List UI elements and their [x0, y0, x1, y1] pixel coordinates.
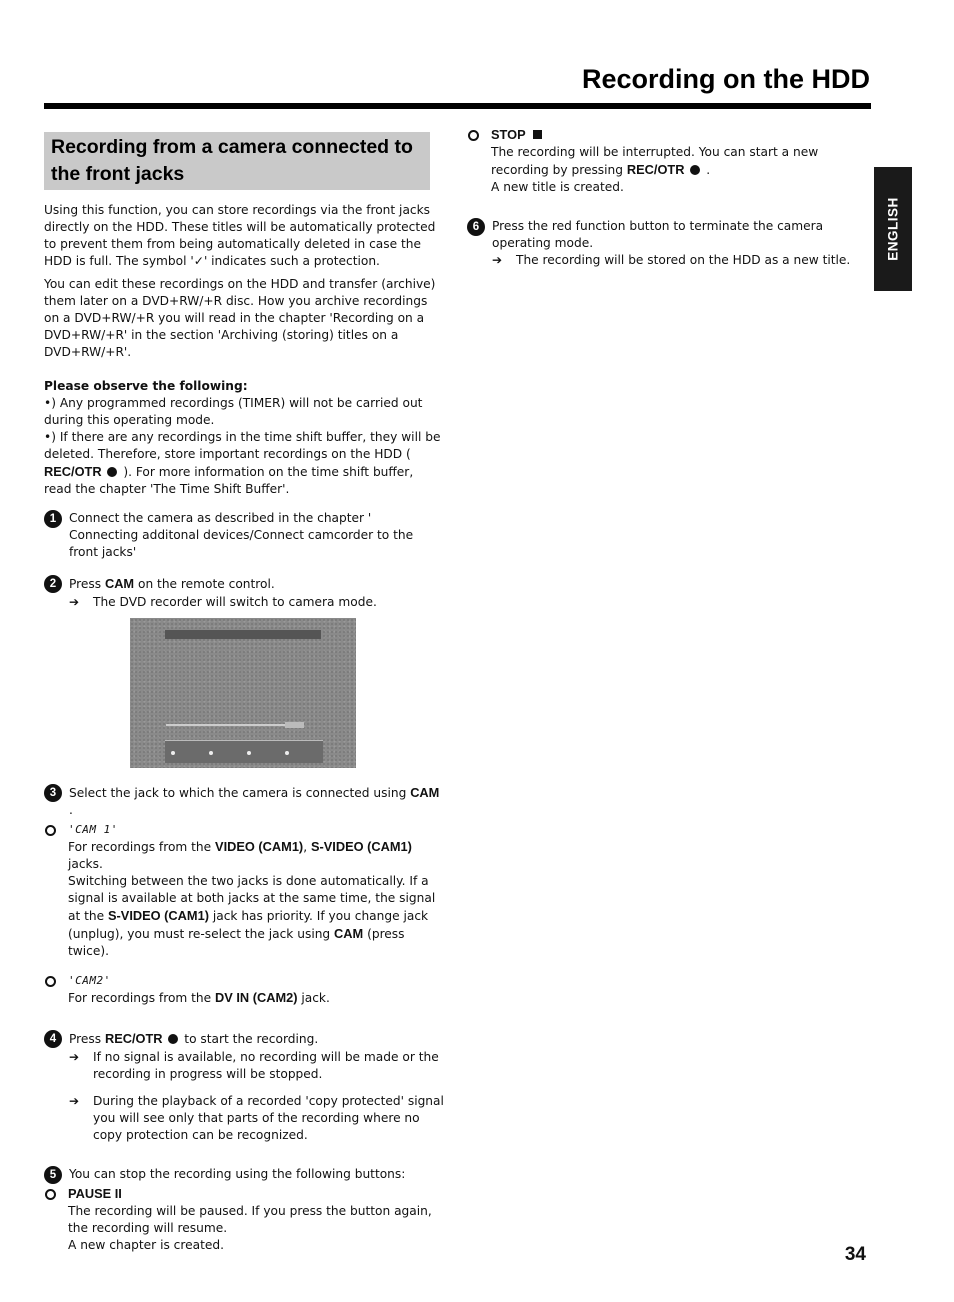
rec-otr-key: REC/OTR — [104, 1031, 163, 1046]
stop-text — [491, 144, 862, 179]
step-4-number: 4 — [44, 1030, 62, 1048]
intro-paragraph-1: Using this function, you can store recordings via the front jacks directly on the HDD. These titles will be automatically protected to prevent them from being automatically deleted in case the HDD is full. The symbol '✓' indicates such a protection. — [44, 203, 436, 268]
opt1-note-mid: jack has priority. If you change jack (unplug), you must re-select the jack using — [68, 909, 429, 941]
record-dot-icon — [690, 165, 700, 175]
step-4-result-2-text: During the playback of a recorded 'copy protected' signal you will see only that parts of the recording where no copy protection can be recognized. — [93, 1094, 444, 1142]
step-3-number: 3 — [44, 784, 62, 802]
step-2-pre: Press — [69, 577, 102, 591]
step-4-pre: Press — [69, 1032, 102, 1046]
language-tab — [874, 167, 912, 291]
step-6-text: Press the red function button to terminate the camera operating mode. — [492, 219, 824, 250]
rec-otr-key: REC/OTR — [626, 162, 685, 177]
record-dot-icon — [107, 467, 117, 477]
video-cam1-key: VIDEO (CAM1) — [215, 839, 304, 854]
step-2-result-text: The DVD recorder will switch to camera mode. — [93, 595, 377, 609]
observe-item-2-text: •) If there are any recordings in the time shift buffer, they will be deleted. Therefore, store important recordings on the HDD ( — [44, 430, 441, 461]
section-heading: Recording from a camera connected to the front jacks — [44, 132, 430, 190]
cam-key: CAM — [334, 926, 364, 941]
cam1-display: 'CAM 1' — [68, 823, 118, 836]
opt2-pre: For recordings from the — [68, 991, 212, 1005]
opt1-note-post: (press twice). — [68, 927, 405, 958]
osd-marker — [171, 751, 175, 755]
opt1-mid: , — [303, 840, 308, 854]
pause-text-2: A new chapter is created. — [68, 1238, 224, 1252]
arrow-icon: ➔ — [69, 1050, 80, 1064]
osd-marker — [285, 751, 289, 755]
bullet-icon — [45, 976, 56, 987]
step-4-result-1-text: If no signal is available, no recording will be made or the recording in progress will be stopped. — [93, 1050, 439, 1081]
step-6-number: 6 — [467, 218, 485, 236]
pause-key: PAUSE II — [68, 1186, 122, 1201]
page-title: Recording on the HDD — [582, 64, 870, 94]
s-video-cam1-key: S-VIDEO (CAM1) — [108, 908, 209, 923]
option-cam2-text — [68, 989, 444, 1007]
s-video-cam1-key: S-VIDEO (CAM1) — [310, 839, 412, 854]
osd-progress-bar — [166, 724, 302, 726]
arrow-icon: ➔ — [69, 595, 80, 609]
step-6 — [467, 218, 862, 269]
osd-menu-bar — [165, 740, 323, 763]
osd-marker — [209, 751, 213, 755]
stop-key: STOP — [491, 127, 526, 142]
stop-text-2: A new title is created. — [491, 180, 624, 194]
opt1-post: jacks. — [68, 857, 103, 871]
step-4 — [44, 1030, 444, 1144]
observe-item-2 — [44, 429, 444, 498]
step-5-text: You can stop the recording using the following buttons: — [69, 1167, 406, 1181]
osd-status-bar — [165, 630, 321, 639]
step-1-number: 1 — [44, 510, 62, 528]
step-2-text — [69, 575, 444, 593]
step-1-text: Connect the camera as described in the chapter ' Connecting additonal devices/Connect camcorder to the front jacks' — [69, 511, 414, 559]
step-3-pre: Select the jack to which the camera is connected using — [69, 786, 407, 800]
rec-otr-key: REC/OTR — [44, 464, 102, 479]
osd-marker — [247, 751, 251, 755]
option-pause — [44, 1185, 444, 1254]
option-cam1 — [44, 821, 444, 960]
cam-key: CAM — [410, 785, 440, 800]
camera-mode-screenshot — [130, 618, 356, 768]
step-2-post: on the remote control. — [137, 577, 275, 591]
step-2-result — [69, 594, 444, 611]
bullet-icon — [45, 1189, 56, 1200]
option-cam1-text — [68, 838, 444, 873]
step-4-result-1 — [69, 1049, 444, 1083]
osd-progress-end — [285, 722, 304, 728]
step-6-result — [492, 252, 862, 269]
opt2-post: jack. — [301, 991, 330, 1005]
step-2-number: 2 — [44, 575, 62, 593]
language-tab-label: ENGLISH — [885, 197, 901, 261]
observe-heading: Please observe the following: — [44, 379, 248, 393]
step-6-result-text: The recording will be stored on the HDD as a new title. — [516, 253, 851, 267]
step-5-number: 5 — [44, 1166, 62, 1184]
option-stop — [467, 126, 862, 196]
stop-text-post: . — [706, 163, 711, 177]
step-3-post: . — [69, 803, 73, 817]
stop-text-pre: The recording will be interrupted. You can start a new recording by pressing — [491, 145, 819, 177]
right-column — [467, 126, 862, 269]
title-rule — [44, 103, 871, 109]
dv-in-cam2-key: DV IN (CAM2) — [215, 990, 298, 1005]
step-2 — [44, 575, 444, 611]
opt1-pre: For recordings from the — [68, 840, 212, 854]
step-4-text — [69, 1030, 444, 1048]
step-5 — [44, 1166, 444, 1183]
step-3-text — [69, 784, 444, 819]
step-3 — [44, 784, 444, 819]
option-cam1-note — [68, 873, 444, 960]
step-1 — [44, 510, 444, 561]
left-column — [44, 202, 444, 1254]
stop-square-icon — [533, 130, 542, 139]
intro-paragraph-2: You can edit these recordings on the HDD and transfer (archive) them later on a DVD+RW/+R disc. How you archive recordings on a DVD+RW/+R you will read in the chapter 'Recording on a DVD+RW/+R' in the section 'Archiving (storing) titles on a DVD+RW/+R'. — [44, 277, 436, 359]
option-cam2 — [44, 972, 444, 1007]
bullet-icon — [45, 825, 56, 836]
cam-key: CAM — [104, 576, 135, 591]
page-number: 34 — [844, 1244, 866, 1265]
step-4-result-2 — [69, 1093, 444, 1144]
bullet-icon — [468, 130, 479, 141]
pause-text: The recording will be paused. If you press the button again, the recording will resume. — [68, 1204, 432, 1235]
observe-item-1: •) Any programmed recordings (TIMER) will not be carried out during this operating mode. — [44, 396, 423, 427]
opt1-note-pre: Switching between the two jacks is done automatically. If a signal is available at both jacks at the same time, the signal at the — [68, 874, 436, 923]
arrow-icon: ➔ — [69, 1094, 80, 1108]
record-dot-icon — [168, 1034, 178, 1044]
cam2-display: 'CAM2' — [68, 974, 111, 987]
arrow-icon: ➔ — [492, 253, 503, 267]
observe-item-2-tail: ). For more information on the time shift buffer, read the chapter 'The Time Shift Buffer'. — [44, 465, 414, 496]
step-4-post: to start the recording. — [184, 1032, 319, 1046]
